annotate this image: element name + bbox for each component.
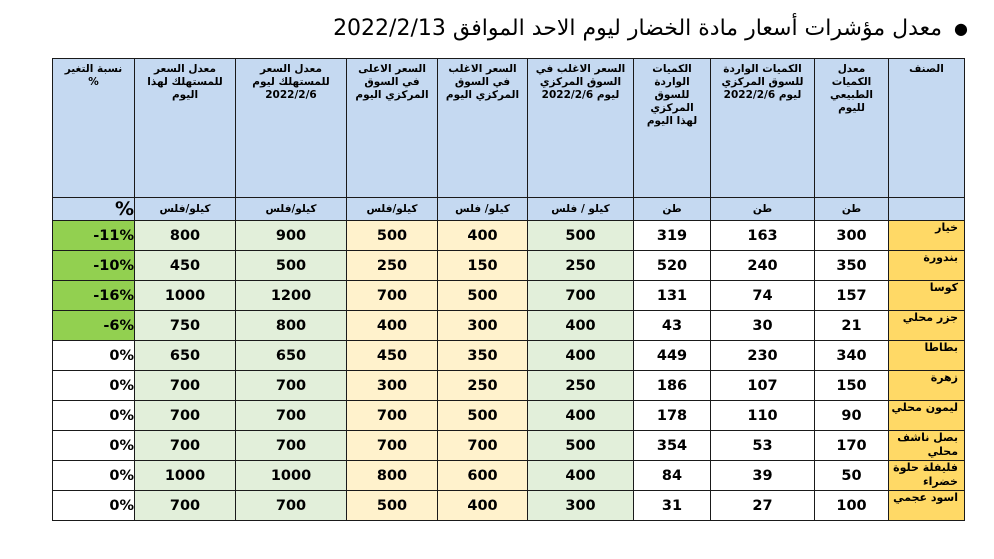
table-row xyxy=(53,281,965,311)
common-price-prev-cell: 500 xyxy=(528,221,634,251)
page-title: معدل مؤشرات أسعار مادة الخضار ليوم الاحد الموافق 2022/2/13 xyxy=(333,15,943,41)
common-price-today-cell: 400 xyxy=(438,221,528,251)
category-cell: جزر محلي xyxy=(889,311,965,341)
unit-cell: طن xyxy=(711,198,815,221)
high-price-today-cell: 300 xyxy=(347,371,438,401)
unit-cell: طن xyxy=(634,198,711,221)
normal-qty-cell: 157 xyxy=(815,281,889,311)
unit-cell: كيلو/ فلس xyxy=(438,198,528,221)
change-pct-value: 0% xyxy=(109,407,134,424)
unit-cell: طن xyxy=(815,198,889,221)
qty-prev-cell: 110 xyxy=(711,401,815,431)
consumer-price-prev-cell: 700 xyxy=(236,371,347,401)
change-pct-cell xyxy=(53,221,135,251)
unit-cell: كيلو/فلس xyxy=(236,198,347,221)
header-normal-qty: معدل الكميات الطبيعي لليوم xyxy=(815,59,889,198)
category-cell: اسود عجمي xyxy=(889,491,965,521)
change-pct-cell xyxy=(53,281,135,311)
consumer-price-prev-cell: 700 xyxy=(236,431,347,461)
category-cell: بطاطا xyxy=(889,341,965,371)
consumer-price-today-cell: 1000 xyxy=(135,281,236,311)
consumer-price-today-cell: 800 xyxy=(135,221,236,251)
consumer-price-prev-cell: 1000 xyxy=(236,461,347,491)
qty-prev-cell: 74 xyxy=(711,281,815,311)
high-price-today-cell: 700 xyxy=(347,401,438,431)
common-price-today-cell: 600 xyxy=(438,461,528,491)
high-price-today-cell: 400 xyxy=(347,311,438,341)
qty-prev-cell: 30 xyxy=(711,311,815,341)
qty-today-cell: 354 xyxy=(634,431,711,461)
header-change-pct: نسبة التغير % xyxy=(53,59,135,198)
unit-cell: كيلو / فلس xyxy=(528,198,634,221)
change-pct-cell xyxy=(53,311,135,341)
qty-today-cell: 31 xyxy=(634,491,711,521)
consumer-price-today-cell: 700 xyxy=(135,371,236,401)
qty-today-cell: 43 xyxy=(634,311,711,341)
high-price-today-cell: 250 xyxy=(347,251,438,281)
consumer-price-prev-cell: 900 xyxy=(236,221,347,251)
category-cell: خيار xyxy=(889,221,965,251)
change-pct-value: 0% xyxy=(109,347,134,364)
table-row xyxy=(53,371,965,401)
change-pct-cell xyxy=(53,341,135,371)
common-price-prev-cell: 400 xyxy=(528,341,634,371)
qty-prev-cell: 27 xyxy=(711,491,815,521)
table-row xyxy=(53,461,965,491)
common-price-today-cell: 500 xyxy=(438,401,528,431)
header-consumer-price-prev: معدل السعر للمستهلك ليوم 2022/2/6 xyxy=(236,59,347,198)
normal-qty-cell: 340 xyxy=(815,341,889,371)
category-cell: زهرة xyxy=(889,371,965,401)
change-pct-value: -6% xyxy=(103,317,134,334)
category-cell: فليفلة حلوة خضراء xyxy=(889,461,965,491)
units-row xyxy=(53,198,965,221)
normal-qty-cell: 90 xyxy=(815,401,889,431)
category-cell: ليمون محلي xyxy=(889,401,965,431)
header-qty-prev: الكميات الواردة للسوق المركزي ليوم 2022/2/6 xyxy=(711,59,815,198)
header-common-price-prev: السعر الاغلب في السوق المركزي ليوم 2022/2/6 xyxy=(528,59,634,198)
change-pct-cell xyxy=(53,401,135,431)
header-high-price-today: السعر الاعلى في السوق المركزي اليوم xyxy=(347,59,438,198)
header-category: الصنف xyxy=(889,59,965,198)
consumer-price-prev-cell: 650 xyxy=(236,341,347,371)
unit-cell: كيلو/فلس xyxy=(135,198,236,221)
change-pct-value: 0% xyxy=(109,377,134,394)
change-pct-cell xyxy=(53,431,135,461)
table-row xyxy=(53,401,965,431)
table-row xyxy=(53,341,965,371)
change-pct-value: -16% xyxy=(93,287,134,304)
common-price-today-cell: 700 xyxy=(438,431,528,461)
common-price-prev-cell: 500 xyxy=(528,431,634,461)
change-pct-value: 0% xyxy=(109,497,134,514)
change-pct-value: 0% xyxy=(109,467,134,484)
category-cell: كوسا xyxy=(889,281,965,311)
table-row xyxy=(53,251,965,281)
unit-cell: % xyxy=(53,198,135,221)
change-pct-cell xyxy=(53,251,135,281)
high-price-today-cell: 500 xyxy=(347,221,438,251)
normal-qty-cell: 150 xyxy=(815,371,889,401)
consumer-price-today-cell: 700 xyxy=(135,491,236,521)
common-price-prev-cell: 400 xyxy=(528,401,634,431)
qty-today-cell: 178 xyxy=(634,401,711,431)
common-price-today-cell: 400 xyxy=(438,491,528,521)
normal-qty-cell: 100 xyxy=(815,491,889,521)
header-consumer-price-today: معدل السعر للمستهلك لهذا اليوم xyxy=(135,59,236,198)
qty-today-cell: 319 xyxy=(634,221,711,251)
high-price-today-cell: 500 xyxy=(347,491,438,521)
change-pct-value: -10% xyxy=(93,257,134,274)
change-pct-value: 0% xyxy=(109,437,134,454)
category-cell: بصل ناشف محلي xyxy=(889,431,965,461)
qty-today-cell: 186 xyxy=(634,371,711,401)
qty-prev-cell: 163 xyxy=(711,221,815,251)
qty-prev-cell: 39 xyxy=(711,461,815,491)
common-price-today-cell: 150 xyxy=(438,251,528,281)
normal-qty-cell: 170 xyxy=(815,431,889,461)
table-row xyxy=(53,221,965,251)
qty-prev-cell: 107 xyxy=(711,371,815,401)
consumer-price-prev-cell: 800 xyxy=(236,311,347,341)
high-price-today-cell: 800 xyxy=(347,461,438,491)
change-pct-cell xyxy=(53,491,135,521)
prices-table xyxy=(52,58,965,521)
common-price-prev-cell: 250 xyxy=(528,251,634,281)
consumer-price-prev-cell: 1200 xyxy=(236,281,347,311)
change-pct-cell xyxy=(53,461,135,491)
qty-prev-cell: 240 xyxy=(711,251,815,281)
table-row xyxy=(53,491,965,521)
unit-cell xyxy=(889,198,965,221)
bullet-icon: ● xyxy=(954,18,968,38)
common-price-prev-cell: 400 xyxy=(528,311,634,341)
consumer-price-today-cell: 1000 xyxy=(135,461,236,491)
consumer-price-prev-cell: 500 xyxy=(236,251,347,281)
common-price-today-cell: 300 xyxy=(438,311,528,341)
qty-today-cell: 520 xyxy=(634,251,711,281)
consumer-price-today-cell: 750 xyxy=(135,311,236,341)
qty-today-cell: 84 xyxy=(634,461,711,491)
change-pct-cell xyxy=(53,371,135,401)
category-cell: بندورة xyxy=(889,251,965,281)
qty-today-cell: 131 xyxy=(634,281,711,311)
normal-qty-cell: 300 xyxy=(815,221,889,251)
consumer-price-today-cell: 700 xyxy=(135,431,236,461)
table-row xyxy=(53,431,965,461)
qty-today-cell: 449 xyxy=(634,341,711,371)
normal-qty-cell: 21 xyxy=(815,311,889,341)
consumer-price-prev-cell: 700 xyxy=(236,491,347,521)
high-price-today-cell: 450 xyxy=(347,341,438,371)
common-price-today-cell: 350 xyxy=(438,341,528,371)
common-price-prev-cell: 300 xyxy=(528,491,634,521)
common-price-today-cell: 250 xyxy=(438,371,528,401)
high-price-today-cell: 700 xyxy=(347,431,438,461)
change-pct-value: -11% xyxy=(93,227,134,244)
common-price-prev-cell: 700 xyxy=(528,281,634,311)
consumer-price-today-cell: 450 xyxy=(135,251,236,281)
consumer-price-today-cell: 650 xyxy=(135,341,236,371)
high-price-today-cell: 700 xyxy=(347,281,438,311)
normal-qty-cell: 350 xyxy=(815,251,889,281)
qty-prev-cell: 53 xyxy=(711,431,815,461)
common-price-prev-cell: 250 xyxy=(528,371,634,401)
consumer-price-today-cell: 700 xyxy=(135,401,236,431)
header-qty-today: الكميات الواردة للسوق المركزي لهذا اليوم xyxy=(634,59,711,198)
normal-qty-cell: 50 xyxy=(815,461,889,491)
consumer-price-prev-cell: 700 xyxy=(236,401,347,431)
header-common-price-today: السعر الاغلب في السوق المركزي اليوم xyxy=(438,59,528,198)
unit-cell: كيلو/فلس xyxy=(347,198,438,221)
common-price-prev-cell: 400 xyxy=(528,461,634,491)
common-price-today-cell: 500 xyxy=(438,281,528,311)
title-row xyxy=(28,10,968,46)
qty-prev-cell: 230 xyxy=(711,341,815,371)
header-row xyxy=(53,59,965,198)
table-row xyxy=(53,311,965,341)
